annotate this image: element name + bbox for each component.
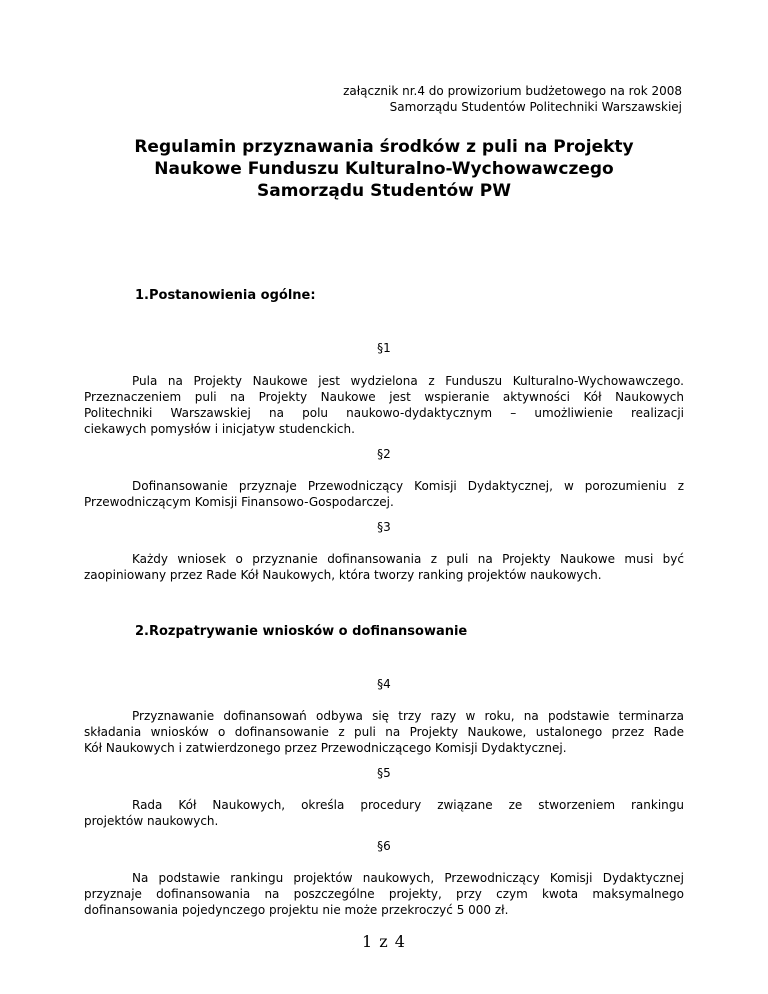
paragraph-5 (84, 797, 684, 829)
paragraph-1-line-4: ciekawych pomysłów i inicjatyw studenckich. (84, 422, 355, 436)
paragraph-mark-2: §2 (377, 447, 391, 461)
paragraph-4-line-2: składania wniosków o dofinansowanie z puli na Projekty Naukowe, ustalonego przez Rade (84, 725, 684, 739)
page-number: 1 z 4 (362, 932, 406, 951)
document-title-line-3: Samorządu Studentów PW (257, 181, 511, 201)
paragraph-1-line-2: Przeznaczeniem puli na Projekty Naukowe jest wspieranie aktywności Kół Naukowych (84, 390, 684, 404)
paragraph-3-line-2: zaopiniowany przez Rade Kół Naukowych, która tworzy ranking projektów naukowych. (84, 568, 602, 582)
paragraph-4-line-3: Kół Naukowych i zatwierdzonego przez Przewodniczącego Komisji Dydaktycznej. (84, 741, 567, 755)
paragraph-2 (84, 478, 684, 510)
paragraph-mark-6: §6 (377, 839, 391, 853)
paragraph-5-line-2: projektów naukowych. (84, 814, 219, 828)
paragraph-6-line-1: Na podstawie rankingu projektów naukowych, Przewodniczący Komisji Dydaktycznej (132, 871, 684, 885)
paragraph-mark-5: §5 (377, 766, 391, 780)
paragraph-1-line-1: Pula na Projekty Naukowe jest wydzielona z Funduszu Kulturalno-Wychowawczego. (132, 374, 684, 388)
paragraph-5-line-1: Rada Kół Naukowych, określa procedury związane ze stworzeniem rankingu (132, 798, 684, 812)
paragraph-3 (84, 551, 684, 583)
paragraph-4-line-1: Przyznawanie dofinansowań odbywa się trzy razy w roku, na podstawie terminarza (132, 709, 684, 723)
paragraph-2-line-1: Dofinansowanie przyznaje Przewodniczący Komisji Dydaktycznej, w porozumieniu z (132, 479, 684, 493)
paragraph-mark-4: §4 (377, 677, 391, 691)
paragraph-6-line-3: dofinansowania pojedynczego projektu nie może przekroczyć 5 000 zł. (84, 903, 509, 917)
attachment-note-line-1: załącznik nr.4 do prowizorium budżetowego na rok 2008 (343, 84, 682, 98)
paragraph-2-line-2: Przewodniczącym Komisji Finansowo-Gospodarczej. (84, 495, 394, 509)
attachment-note-line-2: Samorządu Studentów Politechniki Warszawskiej (389, 100, 682, 114)
document-title (84, 136, 684, 202)
paragraph-6-line-2: przyznaje dofinansowania na poszczególne projekty, przy czym kwota maksymalnego (84, 887, 684, 901)
paragraph-mark-1: §1 (377, 341, 391, 355)
paragraph-4 (84, 708, 684, 756)
paragraph-6 (84, 870, 684, 918)
section-heading-2: 2.Rozpatrywanie wniosków o dofinansowanie (135, 624, 468, 639)
attachment-note (343, 83, 682, 115)
paragraph-3-line-1: Każdy wniosek o przyznanie dofinansowania z puli na Projekty Naukowe musi być (132, 552, 684, 566)
document-title-line-1: Regulamin przyznawania środków z puli na Projekty (134, 137, 634, 157)
paragraph-1 (84, 373, 684, 437)
paragraph-1-line-3: Politechniki Warszawskiej na polu naukowo-dydaktycznym – umożliwienie realizacji (84, 406, 684, 420)
paragraph-mark-3: §3 (377, 520, 391, 534)
document-title-line-2: Naukowe Funduszu Kulturalno-Wychowawczego (154, 159, 614, 179)
section-heading-1: 1.Postanowienia ogólne: (135, 288, 316, 303)
